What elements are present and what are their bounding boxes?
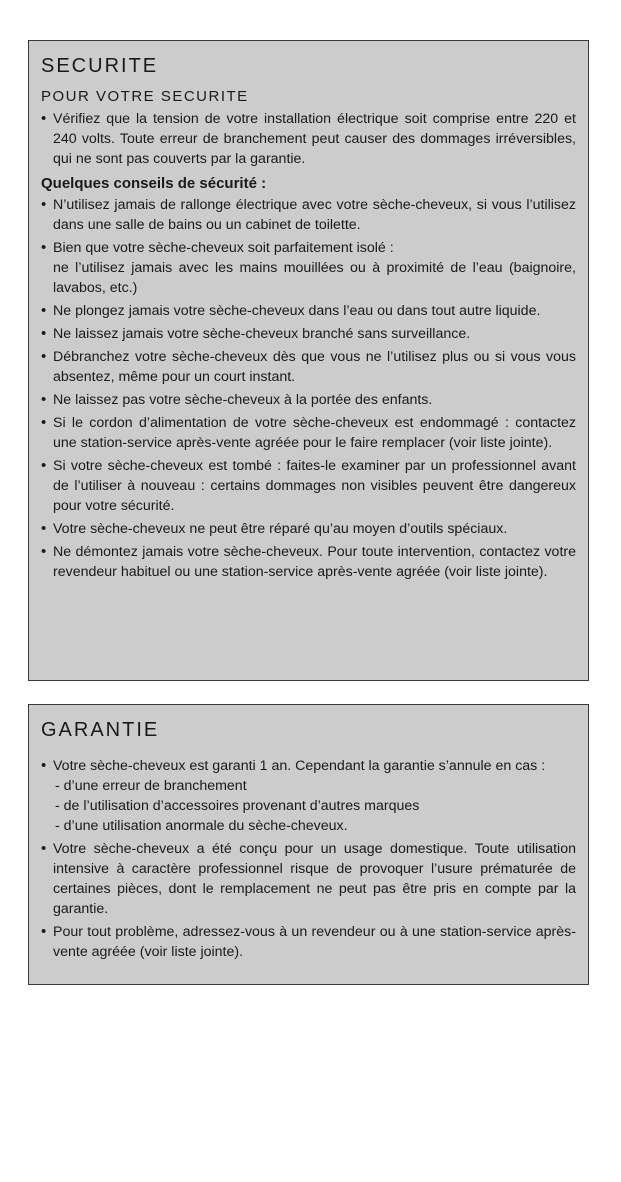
list-item: • Votre sèche-cheveux ne peut être réparé qu’au moyen d’outils spéciaux. — [41, 519, 576, 539]
garantie-list — [41, 756, 576, 962]
list-item: • Débranchez votre sèche-cheveux dès que vous ne l’utilisez plus ou si vous vous absentez, même pour un court instant. — [41, 347, 576, 387]
list-item: • Ne démontez jamais votre sèche-cheveux. Pour toute intervention, contactez votre revendeur habituel ou une station-service après-vente agréée (voir liste jointe). — [41, 542, 576, 582]
list-item: • Ne laissez jamais votre sèche-cheveux branché sans surveillance. — [41, 324, 576, 344]
list-item-text: • Votre sèche-cheveux est garanti 1 an. Cependant la garantie s’annule en cas : — [53, 758, 546, 774]
list-item: • Pour tout problème, adressez-vous à un revendeur ou à une station-service après-vente agréée (voir liste jointe). — [41, 922, 576, 962]
list-item — [41, 238, 576, 298]
list-item: • Vérifiez que la tension de votre installation électrique soit comprise entre 220 et 240 volts. Toute erreur de branchement peut causer des dommages irréversibles, qui ne sont pas couverts par la garantie. — [41, 109, 576, 169]
conseils-list — [41, 195, 576, 582]
list-item: • Si votre sèche-cheveux est tombé : faites-le examiner par un professionnel avant de l’utiliser à nouveau : certains dommages non visibles peuvent être dangereux pour votre sécurité. — [41, 456, 576, 516]
list-item: • Ne plongez jamais votre sèche-cheveux dans l’eau ou dans tout autre liquide. — [41, 301, 576, 321]
list-item-detail: ne l’utilisez jamais avec les mains mouillées ou à proximité de l’eau (baignoire, lavabos, etc.) — [53, 260, 576, 296]
list-item: • Si le cordon d’alimentation de votre sèche-cheveux est endommagé : contactez une station-service après-vente agréée pour le faire remplacer (voir liste jointe). — [41, 413, 576, 453]
garantie-box — [28, 704, 589, 985]
list-subitem: - de l’utilisation d’accessoires provenant d’autres marques — [55, 798, 420, 814]
list-item: • N’utilisez jamais de rallonge électrique avec votre sèche-cheveux, si vous l’utilisez dans une salle de bains ou un cabinet de toilette. — [41, 195, 576, 235]
securite-title: SECURITE — [41, 55, 159, 77]
list-item: • Ne laissez pas votre sèche-cheveux à la portée des enfants. — [41, 390, 576, 410]
securite-intro-list — [41, 109, 576, 169]
list-item: • Votre sèche-cheveux a été conçu pour un usage domestique. Toute utilisation intensive à caractère professionnel risque de provoquer l’usure prématurée de certaines pièces, dont le remplacement ne peut pas être pris en compte par la garantie. — [41, 839, 576, 919]
securite-box — [28, 40, 589, 681]
list-subitem: - d’une utilisation anormale du sèche-cheveux. — [55, 818, 348, 834]
securite-subtitle: POUR VOTRE SECURITE — [41, 88, 249, 105]
list-subitem: - d’une erreur de branchement — [55, 778, 247, 794]
list-item — [41, 756, 576, 836]
conseils-heading: Quelques conseils de sécurité : — [41, 175, 267, 192]
list-item-text: • Bien que votre sèche-cheveux soit parfaitement isolé : — [53, 240, 394, 256]
garantie-title: GARANTIE — [41, 719, 160, 741]
